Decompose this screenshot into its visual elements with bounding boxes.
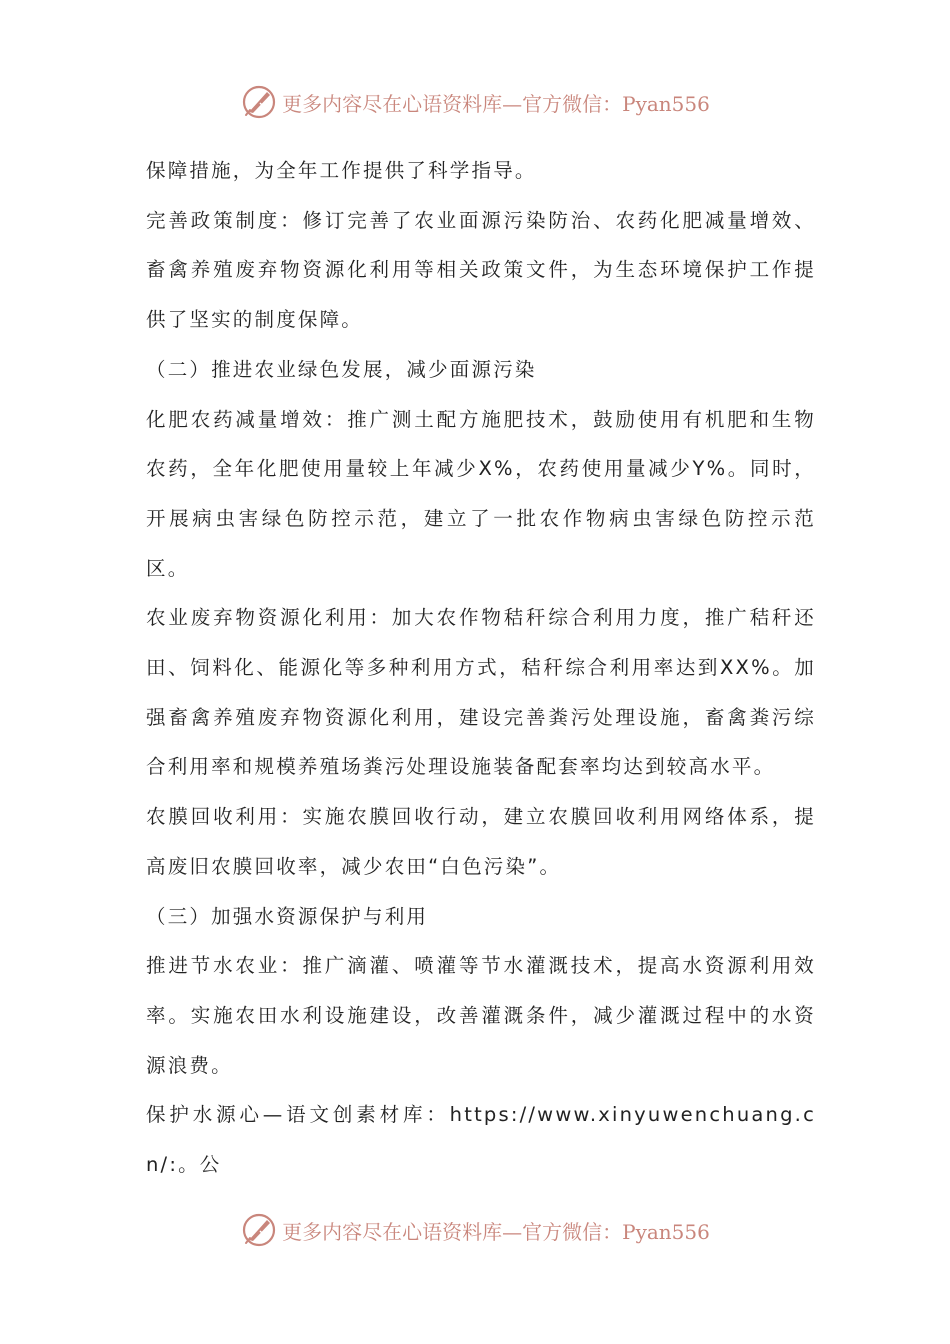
banner-text: 更多内容尽在心语资料库—官方微信：Pyan556 — [282, 91, 710, 116]
paragraph-4: 农业废弃物资源化利用：加大农作物秸秆综合利用力度，推广秸秆还田、饲料化、能源化等多种利用方式，秸秆综合利用率达到XX%。加强畜禽养殖废弃物资源化利用，建设完善粪污处理设施，畜禽粪污综合利用率和规模养殖场粪污处理设施装备配套率均达到较高水平。 — [146, 606, 816, 779]
header-banner — [0, 80, 950, 124]
section-heading-2: （二）推进农业绿色发展，减少面源污染 — [146, 357, 537, 381]
banner-text: 更多内容尽在心语资料库—官方微信：Pyan556 — [282, 1219, 710, 1244]
paragraph-7: 保护水源心—语文创素材库：https://www.xinyuwenchuang.cn/:。公 — [146, 1103, 816, 1177]
paragraph-1: 保障措施，为全年工作提供了科学指导。 — [146, 159, 537, 182]
section-heading-3: （三）加强水资源保护与利用 — [146, 904, 429, 928]
paragraph-3: 化肥农药减量增效：推广测土配方施肥技术，鼓励使用有机肥和生物农药，全年化肥使用量较上年减少X%，农药使用量减少Y%。同时，开展病虫害绿色防控示范，建立了一批农作物病虫害绿色防控示范区。 — [146, 407, 816, 580]
footer-banner — [0, 1208, 950, 1252]
quill-logo-icon — [240, 83, 278, 121]
paragraph-6: 推进节水农业：推广滴灌、喷灌等节水灌溉技术，提高水资源利用效率。实施农田水利设施建设，改善灌溉条件，减少灌溉过程中的水资源浪费。 — [146, 954, 816, 1077]
paragraph-2: 完善政策制度：修订完善了农业面源污染防治、农药化肥减量增效、畜禽养殖废弃物资源化利用等相关政策文件，为生态环境保护工作提供了坚实的制度保障。 — [146, 208, 816, 332]
document-body — [146, 146, 816, 1190]
paragraph-5: 农膜回收利用：实施农膜回收行动，建立农膜回收利用网络体系，提高废旧农膜回收率，减少农田“白色污染”。 — [146, 805, 816, 878]
quill-logo-icon — [240, 1211, 278, 1249]
